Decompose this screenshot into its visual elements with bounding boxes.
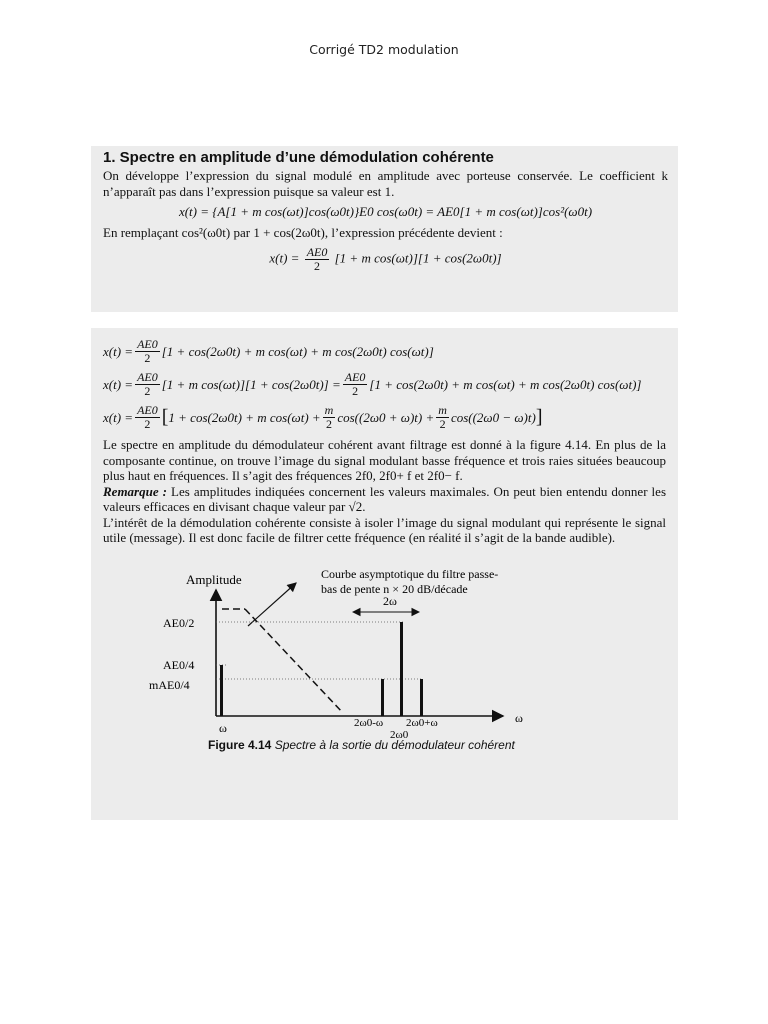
spectral-line-2w0 xyxy=(400,622,403,716)
figure-caption-number: Figure 4.14 xyxy=(208,737,272,752)
y-label-ae0-4: AE0/4 xyxy=(163,657,195,672)
spectral-line-2w0-plus-w xyxy=(420,679,423,716)
eq2-left: x(t) = xyxy=(269,249,300,265)
eq5-m2-denominator: 2 xyxy=(439,417,446,431)
x-label-2w0-plus-w: 2ω0+ω xyxy=(406,716,438,729)
eq4-denominator-a: 2 xyxy=(144,384,151,398)
eq5-m1-denominator: 2 xyxy=(326,417,332,431)
remark-paragraph xyxy=(103,484,666,515)
eq2-fraction xyxy=(305,246,330,273)
eq5-part-b: cos((2ω0 + ω)t) + xyxy=(337,409,435,425)
eq2-right: [1 + m cos(ωt)][1 + cos(2ω0t)] xyxy=(334,249,502,265)
eq4-denominator-b: 2 xyxy=(352,384,359,398)
eq5-fraction xyxy=(135,404,160,431)
eq4-right: [1 + cos(2ω0t) + m cos(ωt) + m cos(2ω0t) cos(ωt)] xyxy=(369,376,642,392)
eq4-mid: [1 + m cos(ωt)][1 + cos(2ω0t)] = xyxy=(161,376,341,392)
x-axis-label: ω xyxy=(515,710,523,725)
equation-1: x(t) = {A[1 + m cos(ωt)]cos(ω0t)}E0 cos(ω0t) = AE0[1 + m cos(ωt)]cos²(ω0t) xyxy=(178,204,593,219)
remark-text: Les amplitudes indiquées concernent les valeurs maximales. On peut bien entendu donner les valeurs efficaces en divisant chaque valeur par √2. xyxy=(103,483,666,514)
equation-2 xyxy=(103,246,668,273)
eq3-denominator: 2 xyxy=(144,351,151,365)
y-axis-label: Amplitude xyxy=(186,571,242,587)
eq5-fraction-m1 xyxy=(323,404,336,431)
eq4-fraction-b xyxy=(343,371,368,398)
eq5-fraction-m2 xyxy=(436,404,449,431)
y-label-ae0-2: AE0/2 xyxy=(163,615,195,630)
remark-label: Remarque : xyxy=(103,483,167,499)
spectral-line-omega xyxy=(220,665,223,716)
spectrum-figure xyxy=(103,548,663,740)
intro-paragraph: On développe l’expression du signal modulé en amplitude avec porteuse conservée. Le coefficient k n’apparaît pas dans l’expression puisque sa valeur est 1. xyxy=(103,168,668,199)
band-label: 2ω xyxy=(383,593,397,608)
eq3-fraction xyxy=(135,338,160,365)
eq2-denominator: 2 xyxy=(314,258,321,273)
eq5-left: x(t) = xyxy=(103,409,134,425)
eq5-m1-numerator: m xyxy=(324,403,334,417)
figure-caption xyxy=(208,738,666,752)
filter-annotation-line2: bas de pente n × 20 dB/décade xyxy=(321,581,468,596)
eq2-numerator: AE0 xyxy=(306,244,328,259)
eq5-part-a: 1 + cos(2ω0t) + m cos(ωt) + xyxy=(168,409,321,425)
eq4-fraction-a xyxy=(135,371,160,398)
eq5-close-bracket: ] xyxy=(535,406,543,428)
equation-4 xyxy=(103,371,666,398)
x-label-2w0: 2ω0 xyxy=(390,728,409,740)
equation-3 xyxy=(103,338,666,365)
eq3-numerator: AE0 xyxy=(137,337,158,351)
scan-section-2 xyxy=(91,328,678,820)
scan-section-1 xyxy=(91,146,678,312)
spectrum-paragraph: Le spectre en amplitude du démodulateur cohérent avant filtrage est donné à la figure 4.14. En plus de la composante continue, on trouve l’image du signal modulant basse fréquence et trois raies situées beaucoup plus haut en fréquences. Il s’agit des fréquences 2f0, 2f0+ f et 2f0− f. xyxy=(103,437,666,483)
section-title: 1. Spectre en amplitude d’une démodulation cohérente xyxy=(103,149,494,166)
spectral-line-2w0-minus-w xyxy=(381,679,384,716)
figure-caption-text: Spectre à la sortie du démodulateur cohérent xyxy=(274,737,515,752)
eq5-part-c: cos((2ω0 − ω)t) xyxy=(450,409,536,425)
equation-5 xyxy=(103,404,666,431)
x-label-2w0-minus-w: 2ω0-ω xyxy=(354,716,384,729)
eq4-left: x(t) = xyxy=(103,376,134,392)
eq4-numerator-b: AE0 xyxy=(344,370,366,384)
eq4-numerator-a: AE0 xyxy=(137,370,158,384)
eq5-numerator: AE0 xyxy=(137,403,158,417)
eq5-denominator: 2 xyxy=(144,417,151,431)
interest-paragraph: L’intérêt de la démodulation cohérente consiste à isoler l’image du signal modulant qui représente le signal utile (message). Il est donc facile de filtrer cette fréquence (en réalité il s’agit de la bande audible). xyxy=(103,514,666,545)
eq3-right: [1 + cos(2ω0t) + m cos(ωt) + m cos(2ω0t) cos(ωt)] xyxy=(161,343,434,359)
x-label-omega: ω xyxy=(219,720,227,735)
replace-paragraph: En remplaçant cos²(ω0t) par 1 + cos(2ω0t), l’expression précédente devient : xyxy=(103,225,503,240)
eq5-open-bracket: [ xyxy=(161,406,169,428)
page-header: Corrigé TD2 modulation xyxy=(309,42,459,57)
eq5-m2-numerator: m xyxy=(438,403,447,417)
filter-curve-slope xyxy=(245,609,343,713)
eq3-left: x(t) = xyxy=(103,343,134,359)
filter-annotation-line1: Courbe asymptotique du filtre passe- xyxy=(321,566,499,581)
y-label-mae0-4: mAE0/4 xyxy=(149,677,190,692)
